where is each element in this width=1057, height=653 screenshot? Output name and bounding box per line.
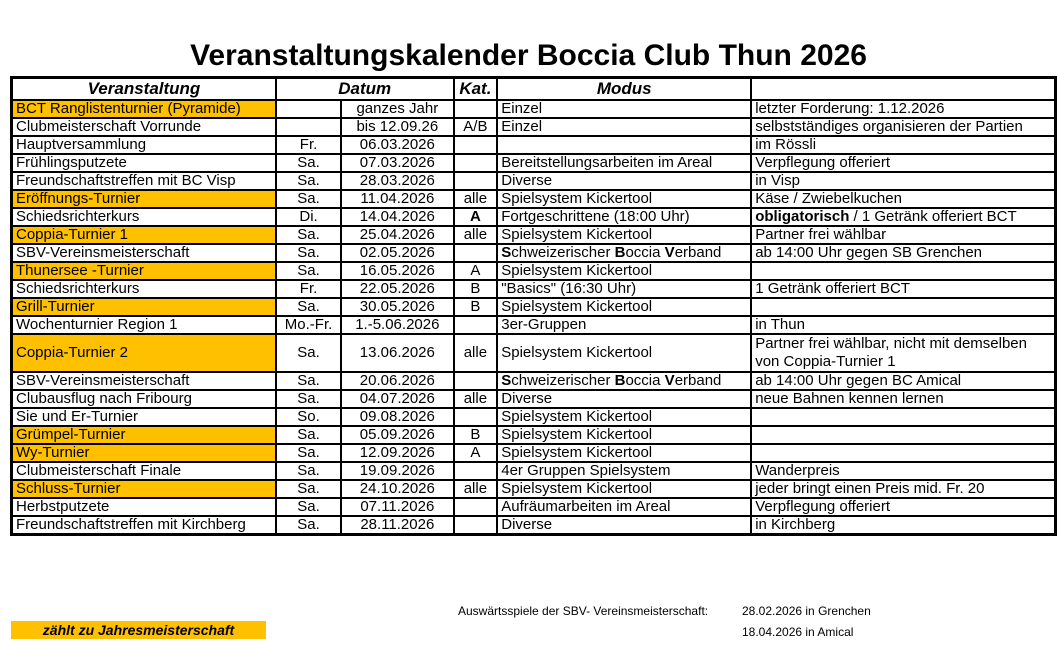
- table-row: [12, 316, 1056, 334]
- weekday-cell: [276, 118, 341, 136]
- table-row: [12, 516, 1056, 535]
- table-row: [12, 498, 1056, 516]
- date-cell: 14.04.2026: [341, 208, 453, 226]
- date-cell: 06.03.2026: [341, 136, 453, 154]
- mode-cell: Spielsystem Kickertool: [497, 226, 751, 244]
- table-row: [12, 426, 1056, 444]
- notes-cell: Käse / Zwiebelkuchen: [751, 190, 1055, 208]
- category-cell: B: [454, 426, 498, 444]
- away-games-label: Auswärtsspiele der SBV- Vereinsmeisterschaft:: [458, 604, 709, 618]
- weekday-cell: Sa.: [276, 390, 341, 408]
- date-cell: bis 12.09.26: [341, 118, 453, 136]
- category-cell: alle: [454, 226, 498, 244]
- table-body: [12, 100, 1056, 535]
- category-cell: B: [454, 280, 498, 298]
- category-cell: B: [454, 298, 498, 316]
- notes-cell: Partner frei wählbar: [751, 226, 1055, 244]
- notes-cell: in Thun: [751, 316, 1055, 334]
- event-name-cell: Grümpel-Turnier: [12, 426, 276, 444]
- weekday-cell: Sa.: [276, 334, 341, 372]
- category-cell: [454, 372, 498, 390]
- weekday-cell: Sa.: [276, 172, 341, 190]
- away-game-entry: 28.02.2026 in Grenchen: [742, 604, 871, 618]
- event-name-cell: Thunersee -Turnier: [12, 262, 276, 280]
- note-rest: / 1 Getränk offeriert BCT: [849, 208, 1017, 225]
- table-row: [12, 444, 1056, 462]
- date-cell: 12.09.2026: [341, 444, 453, 462]
- notes-cell: Wanderpreis: [751, 462, 1055, 480]
- event-name-cell: Hauptversammlung: [12, 136, 276, 154]
- date-cell: 25.04.2026: [341, 226, 453, 244]
- mode-cell: Diverse: [497, 390, 751, 408]
- table-row: [12, 136, 1056, 154]
- event-name-cell: Schiedsrichterkurs: [12, 280, 276, 298]
- table-row: [12, 100, 1056, 118]
- weekday-cell: Sa.: [276, 190, 341, 208]
- table-row: [12, 172, 1056, 190]
- table-row: [12, 154, 1056, 172]
- weekday-cell: Fr.: [276, 136, 341, 154]
- weekday-cell: Sa.: [276, 516, 341, 535]
- weekday-cell: Sa.: [276, 498, 341, 516]
- event-name-cell: Clubmeisterschaft Finale: [12, 462, 276, 480]
- date-cell: 07.11.2026: [341, 498, 453, 516]
- mode-cell: Spielsystem Kickertool: [497, 408, 751, 426]
- mode-cell: Spielsystem Kickertool: [497, 426, 751, 444]
- event-name-cell: Schluss-Turnier: [12, 480, 276, 498]
- mode-cell: Einzel: [497, 118, 751, 136]
- event-name-cell: Wy-Turnier: [12, 444, 276, 462]
- event-calendar-table: [10, 76, 1057, 536]
- category-cell: [454, 100, 498, 118]
- mode-cell: [497, 136, 751, 154]
- notes-cell: ab 14:00 Uhr gegen BC Amical: [751, 372, 1055, 390]
- category-cell: [454, 244, 498, 262]
- weekday-cell: Mo.-Fr.: [276, 316, 341, 334]
- weekday-cell: Sa.: [276, 262, 341, 280]
- mode-cell: "Basics" (16:30 Uhr): [497, 280, 751, 298]
- table-row: [12, 462, 1056, 480]
- category-cell: [454, 516, 498, 535]
- mode-cell: Spielsystem Kickertool: [497, 298, 751, 316]
- category-cell: A/B: [454, 118, 498, 136]
- notes-cell: Verpflegung offeriert: [751, 154, 1055, 172]
- mode-cell: Spielsystem Kickertool: [497, 444, 751, 462]
- weekday-cell: Sa.: [276, 226, 341, 244]
- event-name-cell: Clubmeisterschaft Vorrunde: [12, 118, 276, 136]
- category-cell: [454, 408, 498, 426]
- mode-cell: Schweizerischer Boccia Verband: [497, 244, 751, 262]
- date-cell: 16.05.2026: [341, 262, 453, 280]
- legend-highlight-key: zählt zu Jahresmeisterschaft: [11, 621, 266, 639]
- notes-cell: in Visp: [751, 172, 1055, 190]
- table-row: [12, 190, 1056, 208]
- mode-cell: Aufräumarbeiten im Areal: [497, 498, 751, 516]
- date-cell: 07.03.2026: [341, 154, 453, 172]
- date-cell: ganzes Jahr: [341, 100, 453, 118]
- date-cell: 20.06.2026: [341, 372, 453, 390]
- header-event: Veranstaltung: [12, 78, 276, 101]
- weekday-cell: Sa.: [276, 298, 341, 316]
- table-row: [12, 334, 1056, 372]
- weekday-cell: Sa.: [276, 154, 341, 172]
- header-category: Kat.: [454, 78, 498, 101]
- mode-cell: Bereitstellungsarbeiten im Areal: [497, 154, 751, 172]
- page-title: Veranstaltungskalender Boccia Club Thun 2026: [190, 39, 867, 72]
- date-cell: 04.07.2026: [341, 390, 453, 408]
- event-name-cell: Freundschaftstreffen mit Kirchberg: [12, 516, 276, 535]
- table-row: [12, 244, 1056, 262]
- date-cell: 22.05.2026: [341, 280, 453, 298]
- table-row: [12, 390, 1056, 408]
- notes-cell: Partner frei wählbar, nicht mit demselben von Coppia-Turnier 1: [751, 334, 1055, 372]
- notes-cell: selbstständiges organisieren der Partien: [751, 118, 1055, 136]
- event-name-cell: Coppia-Turnier 1: [12, 226, 276, 244]
- category-cell: alle: [454, 190, 498, 208]
- date-cell: 1.-5.06.2026: [341, 316, 453, 334]
- table-row: [12, 408, 1056, 426]
- category-cell: [454, 154, 498, 172]
- category-cell: A: [454, 208, 498, 226]
- date-cell: 11.04.2026: [341, 190, 453, 208]
- notes-cell: 1 Getränk offeriert BCT: [751, 280, 1055, 298]
- mode-cell: Spielsystem Kickertool: [497, 334, 751, 372]
- table-row: [12, 372, 1056, 390]
- notes-cell: im Rössli: [751, 136, 1055, 154]
- away-game-entry: 18.04.2026 in Amical: [742, 625, 854, 639]
- mode-cell: Diverse: [497, 172, 751, 190]
- header-date: Datum: [276, 78, 454, 101]
- category-cell: [454, 136, 498, 154]
- date-cell: 09.08.2026: [341, 408, 453, 426]
- notes-cell: letzter Forderung: 1.12.2026: [751, 100, 1055, 118]
- date-cell: 28.03.2026: [341, 172, 453, 190]
- event-name-cell: Eröffnungs-Turnier: [12, 190, 276, 208]
- header-mode: Modus: [497, 78, 751, 101]
- table-row: [12, 118, 1056, 136]
- category-cell: alle: [454, 480, 498, 498]
- weekday-cell: Sa.: [276, 480, 341, 498]
- weekday-cell: Di.: [276, 208, 341, 226]
- event-name-cell: Herbstputzete: [12, 498, 276, 516]
- event-name-cell: Wochenturnier Region 1: [12, 316, 276, 334]
- event-name-cell: SBV-Vereinsmeisterschaft: [12, 244, 276, 262]
- weekday-cell: Sa.: [276, 372, 341, 390]
- table-row: [12, 208, 1056, 226]
- weekday-cell: So.: [276, 408, 341, 426]
- notes-cell: neue Bahnen kennen lernen: [751, 390, 1055, 408]
- event-name-cell: Schiedsrichterkurs: [12, 208, 276, 226]
- date-cell: 02.05.2026: [341, 244, 453, 262]
- event-name-cell: Frühlingsputzete: [12, 154, 276, 172]
- note-emphasis: obligatorisch: [755, 208, 850, 225]
- date-cell: 13.06.2026: [341, 334, 453, 372]
- weekday-cell: Sa.: [276, 426, 341, 444]
- header-notes: [751, 78, 1055, 101]
- table-header-row: [12, 78, 1056, 101]
- date-cell: 28.11.2026: [341, 516, 453, 535]
- table-row: [12, 280, 1056, 298]
- mode-cell: Fortgeschrittene (18:00 Uhr): [497, 208, 751, 226]
- date-cell: 30.05.2026: [341, 298, 453, 316]
- table-row: [12, 298, 1056, 316]
- notes-cell: [751, 408, 1055, 426]
- notes-cell: [751, 262, 1055, 280]
- weekday-cell: [276, 100, 341, 118]
- category-cell: alle: [454, 390, 498, 408]
- event-name-cell: Coppia-Turnier 2: [12, 334, 276, 372]
- notes-cell: [751, 444, 1055, 462]
- event-name-cell: Grill-Turnier: [12, 298, 276, 316]
- table-row: [12, 480, 1056, 498]
- mode-cell: Spielsystem Kickertool: [497, 480, 751, 498]
- notes-cell: [751, 426, 1055, 444]
- event-name-cell: BCT Ranglistenturnier (Pyramide): [12, 100, 276, 118]
- weekday-cell: Fr.: [276, 280, 341, 298]
- date-cell: 24.10.2026: [341, 480, 453, 498]
- table-row: [12, 226, 1056, 244]
- mode-cell: Schweizerischer Boccia Verband: [497, 372, 751, 390]
- event-name-cell: SBV-Vereinsmeisterschaft: [12, 372, 276, 390]
- mode-cell: Einzel: [497, 100, 751, 118]
- category-cell: [454, 498, 498, 516]
- table-row: [12, 262, 1056, 280]
- mode-cell: Spielsystem Kickertool: [497, 262, 751, 280]
- notes-cell: in Kirchberg: [751, 516, 1055, 535]
- mode-cell: Spielsystem Kickertool: [497, 190, 751, 208]
- event-name-cell: Freundschaftstreffen mit BC Visp: [12, 172, 276, 190]
- weekday-cell: Sa.: [276, 462, 341, 480]
- category-cell: A: [454, 444, 498, 462]
- date-cell: 19.09.2026: [341, 462, 453, 480]
- weekday-cell: Sa.: [276, 244, 341, 262]
- category-cell: [454, 316, 498, 334]
- weekday-cell: Sa.: [276, 444, 341, 462]
- notes-cell: Verpflegung offeriert: [751, 498, 1055, 516]
- notes-cell: [751, 208, 1055, 226]
- notes-cell: jeder bringt einen Preis mid. Fr. 20: [751, 480, 1055, 498]
- date-cell: 05.09.2026: [341, 426, 453, 444]
- notes-cell: [751, 298, 1055, 316]
- category-cell: alle: [454, 334, 498, 372]
- mode-cell: Diverse: [497, 516, 751, 535]
- event-name-cell: Clubausflug nach Fribourg: [12, 390, 276, 408]
- category-cell: [454, 172, 498, 190]
- mode-cell: 4er Gruppen Spielsystem: [497, 462, 751, 480]
- mode-cell: 3er-Gruppen: [497, 316, 751, 334]
- event-name-cell: Sie und Er-Turnier: [12, 408, 276, 426]
- category-cell: A: [454, 262, 498, 280]
- category-cell: [454, 462, 498, 480]
- notes-cell: ab 14:00 Uhr gegen SB Grenchen: [751, 244, 1055, 262]
